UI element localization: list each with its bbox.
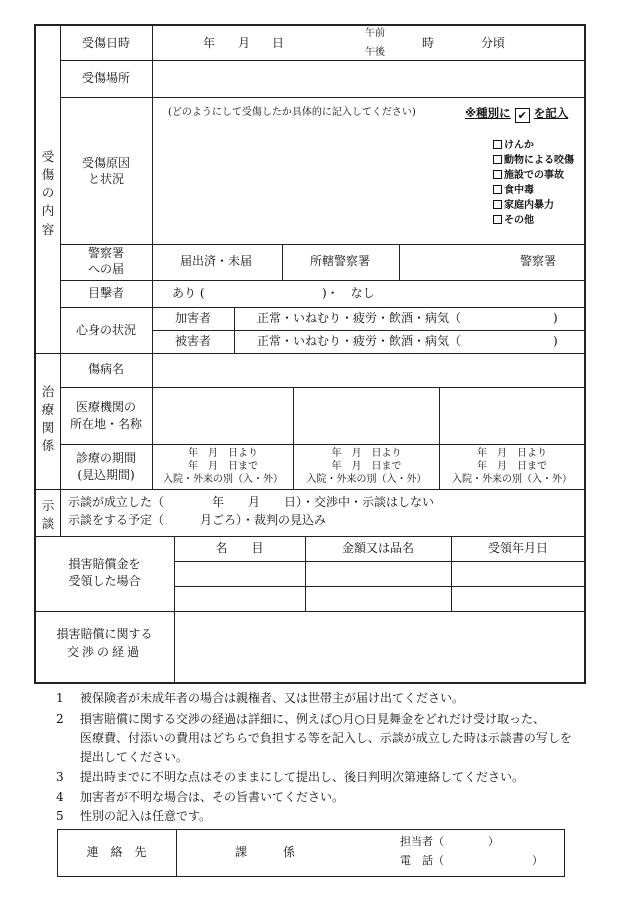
- contact-phone[interactable]: 電 話（ ）: [400, 854, 543, 867]
- note-2-line2: 医療費、付添いの費用はどちらで負担する等を記入し、示談が成立した時は示談書の写しを: [80, 731, 572, 745]
- checkbox-icon[interactable]: [493, 140, 502, 149]
- period-to-1: 年 月 日まで: [188, 461, 258, 472]
- cause-instruction: (どのようにして受傷したか具体的に記入してください): [168, 107, 416, 118]
- note-5: 5 性別の記入は任意です。: [56, 809, 212, 823]
- note-4: 4 加害者が不明な場合は、その旨書いてください。: [56, 790, 345, 804]
- checkbox-icon[interactable]: [493, 185, 502, 194]
- column-header-date: 受領年月日: [487, 541, 548, 555]
- month-unit: 月: [238, 36, 251, 50]
- note-2: 2 損害賠償に関する交渉の経過は詳細に、例えば○月○日見舞金をどれだけ受け取った、: [56, 712, 545, 726]
- type-note-suffix: を記入: [533, 106, 569, 120]
- row-divider: [174, 561, 585, 562]
- place-label: 受傷場所: [81, 71, 130, 85]
- witness-yes[interactable]: あり (: [172, 286, 205, 300]
- place-field[interactable]: [153, 61, 584, 97]
- victim-condition-options[interactable]: 正常・いねむり・疲労・飲酒・病気（: [257, 334, 462, 348]
- note-1: 1 被保険者が未成年者の場合は親権者、又は世帯主が届け出てください。: [56, 691, 465, 705]
- checkbox-icon[interactable]: [493, 215, 502, 224]
- section-divider-compensation: [35, 536, 585, 537]
- perpetrator-condition-options[interactable]: 正常・いねむり・疲労・飲酒・病気（: [257, 311, 462, 325]
- checkbox-icon[interactable]: [493, 200, 502, 209]
- police-station-unit: 警察署: [520, 254, 557, 268]
- contact-section: 課 係: [235, 845, 296, 859]
- institution-label-line1: 医療機関の: [75, 400, 136, 414]
- am-option[interactable]: 午前: [365, 28, 385, 39]
- period-to-2: 年 月 日まで: [331, 461, 402, 472]
- police-report-status[interactable]: 届出済・未届: [180, 254, 253, 268]
- section-label-treatment-text: 治療関係: [41, 384, 55, 454]
- institution-field-1[interactable]: [153, 388, 293, 444]
- row-divider: [60, 307, 585, 308]
- row-divider: [60, 244, 585, 245]
- perpetrator-label: 加害者: [174, 311, 211, 325]
- institution-label-line2: 所在地・名称: [69, 417, 142, 431]
- contact-divider: [176, 829, 177, 877]
- negotiation-field[interactable]: [175, 612, 584, 682]
- cell-line: [282, 244, 283, 280]
- period-to-3: 年 月 日まで: [477, 461, 547, 472]
- disease-field[interactable]: [153, 354, 584, 387]
- cell-line: [234, 307, 235, 353]
- category-animal-bite[interactable]: 動物による咬傷: [493, 153, 574, 168]
- disease-label: 傷病名: [87, 362, 124, 376]
- condition-label: 心身の状況: [75, 323, 136, 337]
- negotiation-label-line1: 損害賠償に関する: [56, 627, 153, 641]
- settlement-line2[interactable]: 示談をする予定（ 月ごろ）・裁判の見込み: [68, 513, 327, 527]
- category-food-poisoning[interactable]: 食中毒: [493, 183, 574, 198]
- checkbox-icon[interactable]: [493, 170, 502, 179]
- section-label-settlement: [40, 497, 56, 533]
- period-type-3[interactable]: 入院・外来の別（入・外）: [452, 474, 572, 485]
- note-2-line3: 提出してください。: [80, 750, 189, 764]
- cell-line: [399, 244, 400, 280]
- section-label-injury: [40, 148, 56, 239]
- column-header-item: 名 目: [215, 541, 264, 555]
- section-label-injury-text: 受傷の内容: [41, 149, 55, 237]
- note-3: 3 提出時までに不明な点はそのままにして提出し、後日判明次第連絡してください。: [56, 770, 525, 784]
- witness-no[interactable]: )・ なし: [322, 286, 375, 300]
- row-divider: [152, 330, 585, 331]
- cause-label-line2: と状況: [87, 172, 124, 186]
- period-from-2: 年 月 日より: [331, 448, 402, 459]
- row-divider: [174, 586, 585, 587]
- day-unit: 日: [272, 36, 285, 50]
- period-from-3: 年 月 日より: [477, 448, 547, 459]
- column-header-amount: 金額又は品名: [341, 541, 414, 555]
- negotiation-label-line2: 交渉の経過: [66, 645, 142, 659]
- hour-unit: 時: [422, 36, 435, 50]
- row-divider: [60, 444, 585, 445]
- section-label-treatment: [40, 383, 56, 456]
- victim-close: ): [553, 334, 558, 348]
- jurisdiction-label: 所轄警察署: [310, 254, 371, 268]
- checkbox-icon[interactable]: [493, 155, 502, 164]
- period-type-1[interactable]: 入院・外来の別（入・外）: [163, 474, 283, 485]
- witness-label: 目撃者: [87, 286, 124, 300]
- period-type-2[interactable]: 入院・外来の別（入・外）: [306, 474, 427, 485]
- section-label-column-line: [60, 489, 61, 536]
- check-mark-icon: ✔: [515, 108, 530, 123]
- period-label-line1: 診療の期間: [75, 451, 136, 465]
- row-divider: [60, 280, 585, 281]
- category-other[interactable]: その他: [493, 213, 574, 228]
- victim-label: 被害者: [174, 334, 211, 348]
- datetime-label: 受傷日時: [81, 36, 130, 50]
- period-from-1: 年 月 日より: [188, 448, 258, 459]
- institution-field-2[interactable]: [294, 388, 439, 444]
- contact-person[interactable]: 担当者（ ）: [400, 835, 499, 848]
- category-domestic-violence[interactable]: 家庭内暴力: [493, 198, 574, 213]
- police-label-line1: 警察署: [87, 246, 124, 260]
- section-label-settlement-text: 示談: [41, 498, 55, 532]
- row-divider: [60, 97, 585, 98]
- cause-label-line1: 受傷原因: [81, 156, 130, 170]
- compensation-label-line2: 受領した場合: [68, 574, 141, 588]
- settlement-line1[interactable]: 示談が成立した（ 年 月 日）・交渉中・示談はしない: [68, 495, 435, 509]
- cause-category-list: [493, 138, 574, 228]
- minute-unit: 分頃: [481, 36, 506, 50]
- section-divider-settlement: [35, 489, 585, 490]
- pm-option[interactable]: 午後: [365, 47, 385, 58]
- police-label-line2: への届: [87, 262, 124, 276]
- year-unit: 年: [203, 36, 216, 50]
- perpetrator-close: ): [553, 311, 558, 325]
- compensation-label-line1: 損害賠償金を: [68, 557, 141, 571]
- contact-label: 連 絡 先: [86, 845, 147, 859]
- institution-field-3[interactable]: [440, 388, 584, 444]
- type-note-prefix: ※種別に: [465, 106, 511, 120]
- type-note: [465, 107, 568, 123]
- period-label-line2: (見込期間): [77, 468, 135, 482]
- category-fight[interactable]: けんか: [493, 138, 574, 153]
- category-facility-accident[interactable]: 施設での事故: [493, 168, 574, 183]
